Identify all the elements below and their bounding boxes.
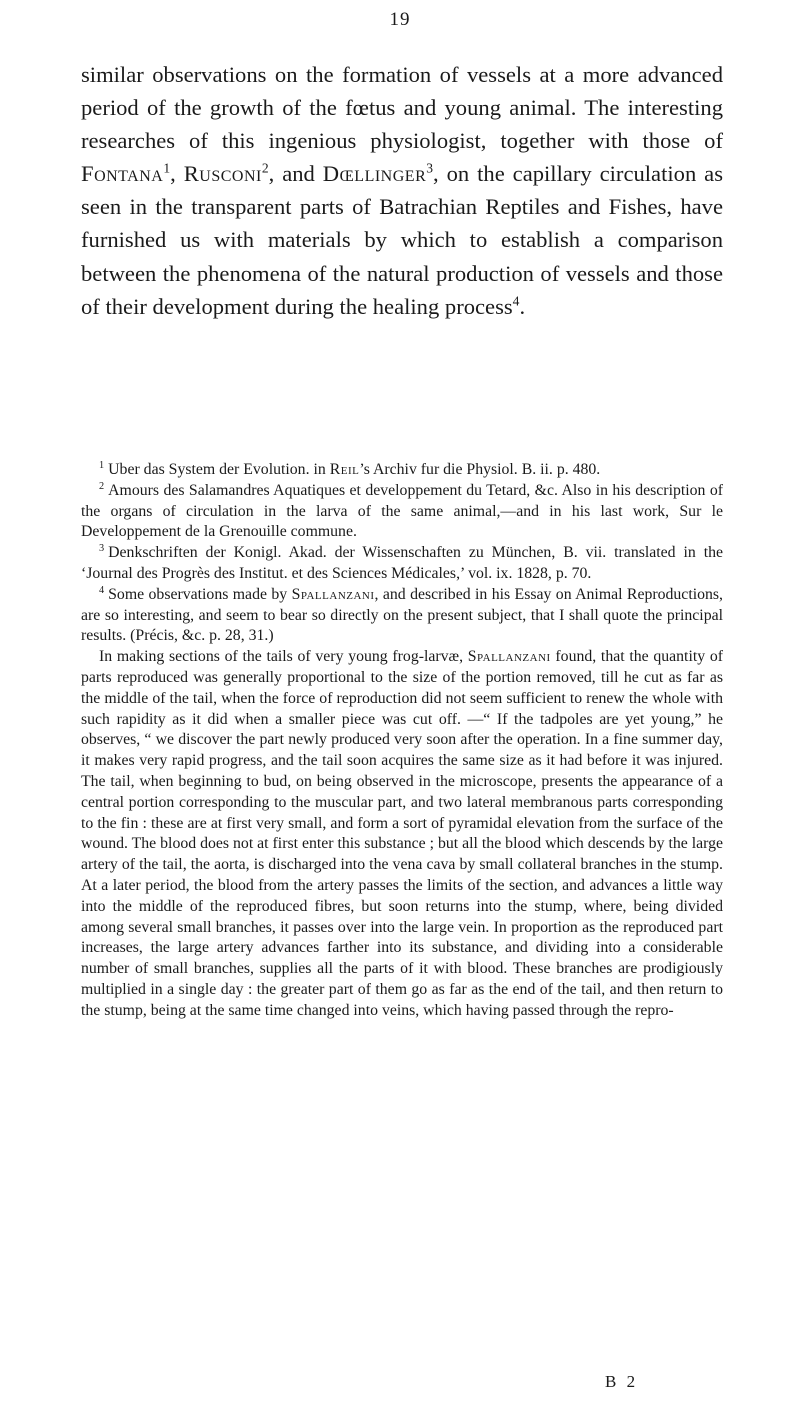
author-rusconi: Rusconi — [183, 161, 262, 187]
footnotes — [81, 460, 723, 1022]
footnote-4-continued: In making sections of the tails of very young frog-larvæ, Spallanzani found, that the quantity of parts reproduced was generally proportional to the size of the portion removed, till he cut as far as the middle of the tail, when the force of reproduction did not seem sufficient to renew the whole with such rapidity as it did when a smaller piece was cut off. —“ If the tadpoles are yet young,” he observes, “ we discover the part newly produced very soon after the operation. In a fine summer day, it makes very rapid progress, and the tail soon acquires the same size as it had before it was injured. The tail, when beginning to bud, on being observed in the microscope, presents the appearance of a central portion corresponding to the muscular part, and two lateral membranous parts corresponding to the fin : these are at first very small, and form a sort of pyramidal elevation from the surface of the wound. The blood does not at first enter this substance ; but all the blood which descends by the large artery of the tail, the aorta, is discharged into the vena cava by small collateral branches in the stump. At a later period, the blood from the artery passes the limits of the section, and advances a little way into the middle of the reproduced fibres, but soon returns into the stump, where, being divided among several small branches, it passes over into the large vein. In proportion as the reproduced part increases, the large artery advances farther into its substance, and dividing into a considerable number of small branches, supplies all the parts of it with blood. These branches are prodigiously multiplied in a single day : the greater part of them go as far as the end of the tail, and then return to the stump, being at the same time changed into veins, which having passed through the repro- — [81, 648, 723, 1019]
footnote-4: $^4$ Some observations made by Spallanzani, and described in his Essay on Animal Reproductions, are so interesting, and seem to bear so directly on the present subject, that I shall quote the principal results. (Précis, &c. p. 28, 31.) — [81, 584, 723, 645]
footnote-2: $^2$ Amours des Salamandres Aquatiques et developpement du Tetard, &c. Also in his description of the organs of circulation in the larva of the same animal,—and in his last work, Sur le Developpement de la Grenouille commune. — [81, 480, 723, 541]
footnote-ref-1: 1 — [163, 160, 171, 176]
footnote-ref-2: 2 — [261, 160, 269, 176]
footnote-ref-4: 4 — [512, 293, 520, 309]
author-spallanzani-2: Spallanzani — [467, 648, 551, 666]
main-text — [81, 58, 723, 323]
page-number: 19 — [389, 9, 411, 30]
signature-mark: B 2 — [605, 1372, 639, 1391]
footnote-ref-3: 3 — [426, 160, 434, 176]
author-fontana: Fontana — [81, 161, 164, 187]
footnote-1: $^1$ Uber das System der Evolution. in Reil’s Archiv fur die Physiol. B. ii. p. 480. — [99, 459, 601, 478]
author-reil: Reil — [329, 461, 360, 478]
main-paragraph: similar observations on the formation of vessels at a more advanced period of the growth of the fœtus and young animal. The interesting researches of this ingenious physiologist, together with those of Fontana$^1$, Rusconi$^2$, and Dœllinger$^3$, on the capillary circulation as seen in the transparent parts of Batrachian Reptiles and Fishes, have furnished us with materials by which to establish a comparison between the phenomena of the natural production of vessels and those of their development during the healing process$^4$. — [81, 62, 723, 319]
author-spallanzani: Spallanzani — [291, 585, 375, 603]
footnote-3: $^3$ Denkschriften der Konigl. Akad. der Wissenschaften zu München, B. vii. translated in the ‘Journal des Progrès des Institut. et des Sciences Médicales,’ vol. ix. 1828, p. 70. — [81, 542, 723, 582]
author-doellinger: Dœllinger — [322, 161, 427, 187]
